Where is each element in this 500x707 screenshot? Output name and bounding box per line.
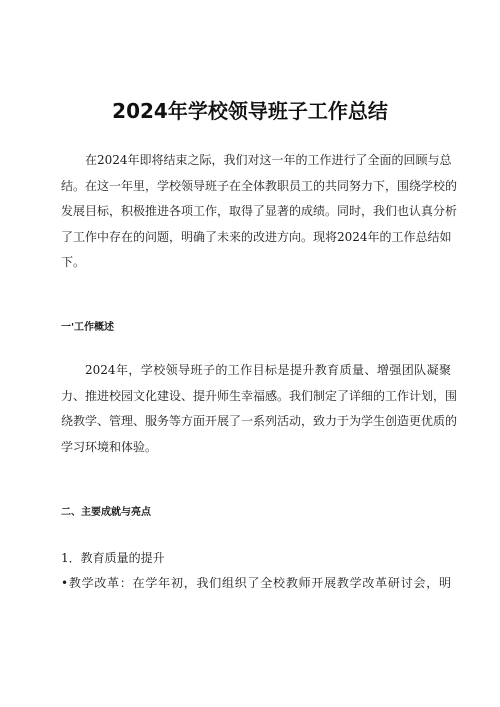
bullet-paragraph	[61, 571, 451, 597]
document-title: 2024年学校领导班子工作总结	[112, 99, 388, 123]
overview-paragraph	[61, 358, 458, 460]
section-heading-achievements: 二、主要成就与亮点	[61, 507, 151, 518]
intro-paragraph	[61, 148, 458, 276]
overview-line-3: 绕教学、管理、服务等方面开展了一系列活动，致力于为学生创造更优质的	[61, 414, 458, 428]
intro-line-1: 在2024年即将结束之际，我们对这一年的工作进行了全面的回顾与总	[85, 153, 452, 167]
intro-line-4: 了工作中存在的问题，明确了未来的改进方向。现将2024年的工作总结如	[61, 229, 452, 244]
subsection-heading-quality: 1．教育质量的提升	[61, 551, 165, 565]
section-heading-overview: 一'工作概述	[61, 322, 115, 333]
overview-line-4: 学习环境和体验。	[61, 439, 158, 454]
overview-line-2: 力、推进校园文化建设、提升师生幸福感。我们制定了详细的工作计划，围	[61, 388, 458, 403]
bullet-line-1: •教学改革：在学年初，我们组织了全校教师开展教学改革研讨会，明	[61, 576, 451, 590]
intro-line-2: 结。在这一年里，学校领导班子在全体教职员工的共同努力下，围绕学校的	[61, 178, 458, 193]
overview-line-1: 2024年，学校领导班子的工作目标是提升教育质量、增强团队凝聚	[85, 363, 451, 377]
intro-line-5: 下。	[61, 255, 86, 269]
intro-line-3: 发展目标，积极推进各项工作，取得了显著的成绩。同时，我们也认真分析	[61, 204, 458, 218]
